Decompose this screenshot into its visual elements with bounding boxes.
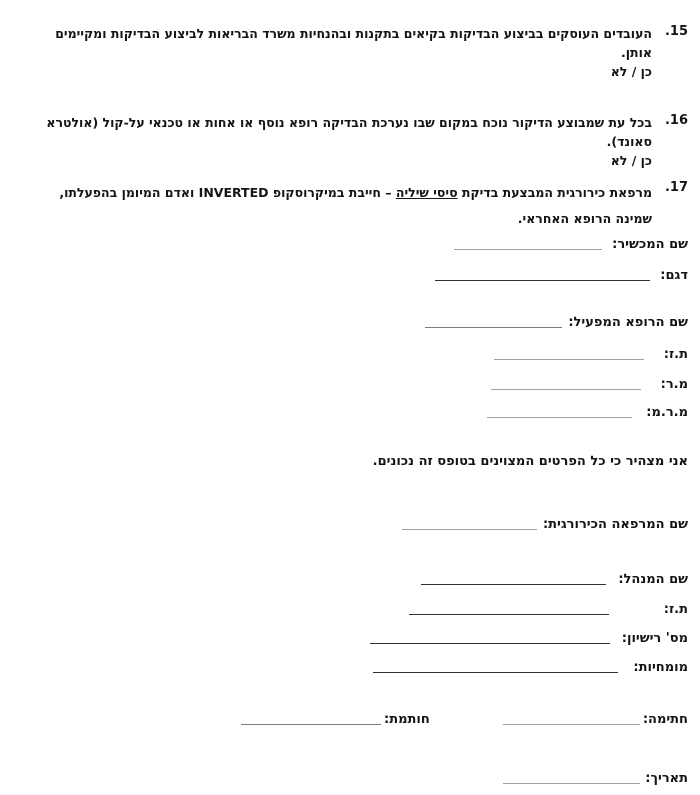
license-label: מס' רישיון: (621, 631, 688, 646)
item-text-segment: – חייבת במיקרוסקופ (268, 185, 396, 200)
signature-stamp-row (10, 709, 688, 727)
item-line (10, 180, 652, 206)
latin-term: INVERTED (198, 185, 269, 200)
yes-no-option[interactable]: כן / לא (610, 153, 652, 168)
item-line: סאונד). (606, 134, 652, 149)
signature-blank[interactable] (503, 711, 640, 725)
operator-mrm-blank[interactable] (487, 404, 632, 418)
specialty-blank[interactable] (373, 659, 618, 673)
operator-name-row (10, 312, 688, 330)
date-label: תאריך: (645, 771, 688, 786)
item-number: 16. (664, 113, 688, 128)
operator-id-blank[interactable] (494, 346, 644, 360)
license-row (10, 628, 688, 646)
signature-label: חתימה: (642, 712, 688, 727)
item-text-segment: מרפאת כירורגית המבצעת בדיקת (457, 185, 652, 200)
item-number: 15. (664, 24, 688, 39)
declaration-text: אני מצהיר כי כל הפרטים המצוינים בטופס זה נכונים. (372, 454, 688, 469)
item-text (10, 113, 652, 170)
operator-mr-blank[interactable] (491, 376, 641, 390)
manager-id-row (10, 599, 688, 617)
item-number: 17. (664, 180, 688, 195)
stamp-blank[interactable] (241, 711, 381, 725)
item-text-segment: ואדם המיומן בהפעלתו, (59, 185, 199, 200)
form-item-17 (10, 180, 688, 232)
model-row (10, 265, 688, 283)
operator-mrm-row (10, 402, 688, 420)
form-item-15 (10, 24, 688, 81)
item-line: אותן. (621, 45, 652, 60)
yes-no-option[interactable]: כן / לא (610, 64, 652, 79)
manager-name-label: שם המנהל: (618, 572, 688, 587)
device-name-label: שם המכשיר: (612, 237, 688, 252)
operator-mr-row (10, 374, 688, 392)
operator-id-row (10, 344, 688, 362)
clinic-name-row (10, 514, 688, 532)
manager-id-label: ת.ז: (663, 602, 688, 617)
device-name-row (10, 234, 688, 252)
operator-mrm-label: מ.ר.מ: (646, 405, 688, 420)
manager-name-blank[interactable] (421, 571, 606, 585)
date-row (10, 768, 688, 786)
clinic-name-blank[interactable] (402, 516, 537, 530)
operator-name-blank[interactable] (425, 314, 562, 328)
manager-name-row (10, 569, 688, 587)
item-text (10, 180, 652, 232)
operator-name-label: שם הרופא המפעיל: (568, 315, 688, 330)
stamp-label: חותמת: (384, 712, 430, 727)
form-item-16 (10, 113, 688, 170)
manager-id-blank[interactable] (409, 601, 609, 615)
underlined-phrase: סיסי שיליה (395, 185, 458, 200)
model-label: דגם: (660, 268, 688, 283)
item-line: שמינה הרופא האחראי. (517, 211, 652, 226)
item-text (10, 24, 652, 81)
clinic-name-label: שם המרפאה הכירורגית: (542, 517, 688, 532)
operator-mr-label: מ.ר: (660, 377, 688, 392)
model-blank[interactable] (435, 267, 650, 281)
device-name-blank[interactable] (454, 236, 602, 250)
specialty-label: מומחיות: (633, 660, 688, 675)
item-line: העובדים העוסקים בביצוע הבדיקות בקיאים בתקנות ובהנחיות משרד הבריאות לביצוע הבדיקות ומקיימים (55, 26, 652, 41)
date-blank[interactable] (503, 770, 640, 784)
operator-id-label: ת.ז: (663, 347, 688, 362)
item-line: בכל עת שמבוצע הדיקור נוכח במקום שבו נערכת הבדיקה רופא נוסף או אחות או טכנאי על-קול (אולטרא (46, 115, 652, 130)
license-blank[interactable] (370, 630, 610, 644)
specialty-row (10, 657, 688, 675)
